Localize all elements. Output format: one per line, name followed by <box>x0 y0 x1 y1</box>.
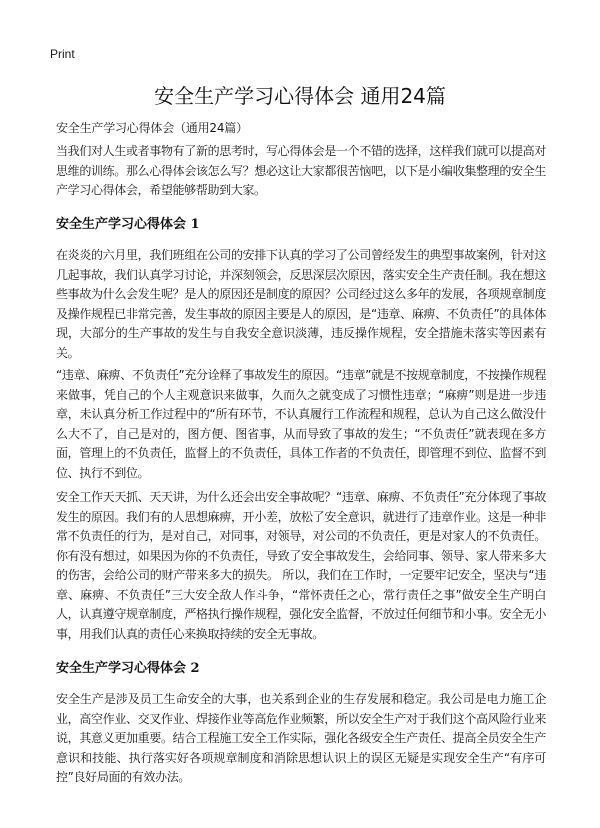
section-1-paragraph-3: 安全工作天天抓、天天讲，为什么还会出安全事故呢？“违章、麻痹、不负责任”充分体现了事故发生的原因。我们有的人思想麻痹，开小差，放松了安全意识，就进行了违章作业。这是一种非常不负责任的行为，是对自己，对同事，对领导，对公司的不负责任，更是对家人的不负责任。你有没有想过，如果因为你的不负责任，导致了安全事故发生，会给同事、领导、家人带来多大的伤害，会给公司的财产带来多大的损失。 所以，我们在工作时，一定要牢记安全，坚决与“违章、麻痹、不负责任”三大安全敌人作斗争，“常怀责任之心，常行责任之事”做安全生产明白人，认真遵守规章制度，严格执行操作规程，强化安全监督，不放过任何细节和小事。安全无小事，用我们认真的责任心来换取持续的安全无事故。 <box>56 490 546 641</box>
section-heading-2: 安全生产学习心得体会 2 <box>56 661 200 676</box>
section-2-paragraph-1: 安全生产是涉及员工生命安全的大事，也关系到企业的生存发展和稳定。我公司是电力施工企业，高空作业、交叉作业、焊接作业等高危作业频繁，所以安全生产对于我们这个高风险行业来说，其意义更加重要。结合工程施工安全工作实际，强化各级安全生产责任、提高全员安全生产意识和技能、执行落实好各项规章制度和消除思想认识上的误区无疑是实现安全生产“有序可控”良好局面的有效办法。 <box>56 692 546 784</box>
print-link[interactable]: Print <box>50 47 75 61</box>
section-heading-1: 安全生产学习心得体会 1 <box>56 217 200 232</box>
section-1-paragraph-2: “违章、麻痹、不负责任”充分诠释了事故发生的原因。“违章”就是不按规章制度，不按操作规程来做事，凭自己的个人主观意识来做事，久而久之就变成了习惯性违章；“麻痹”则是进一步违章，未认真分析工作过程中的“所有环节，不认真履行工作流程和规程，总认为自己这么做没什么大不了，自己是对的，图方便、图省事，从而导致了事故的发生；“不负责任”就表现在多方面，管理上的不负责任，监督上的不负责任，具体工作者的不负责任，即管理不到位、监督不到位、执行不到位。 <box>56 368 546 480</box>
section-1-paragraph-1: 在炎炎的六月里，我们班组在公司的安排下认真的学习了公司曾经发生的典型事故案例，针对这几起事故，我们认真学习讨论，并深刻领会，反思深层次原因，落实安全生产责任制。我在想这些事故为什么会发生呢？是人的原因还是制度的原因？公司经过这么多年的发展，各项规章制度及操作规程已非常完善，发生事故的原因主要是人的原因，是“违章、麻痹、不负责任”的具体体现，大部分的生产事故的发生与自我安全意识淡薄，违反操作规程，安全措施未落实等因素有关。 <box>56 248 546 360</box>
document-subtitle: 安全生产学习心得体会（通用24篇） <box>56 121 248 135</box>
intro-paragraph: 当我们对人生或者事物有了新的思考时，写心得体会是一个不错的选择，这样我们就可以提高对思维的训练。那么心得体会该怎么写？想必这让大家都很苦恼吧，以下是小编收集整理的安全生产学习心得体会，希望能够帮助到大家。 <box>56 144 546 197</box>
page-title: 安全生产学习心得体会 通用24篇 <box>154 84 446 108</box>
